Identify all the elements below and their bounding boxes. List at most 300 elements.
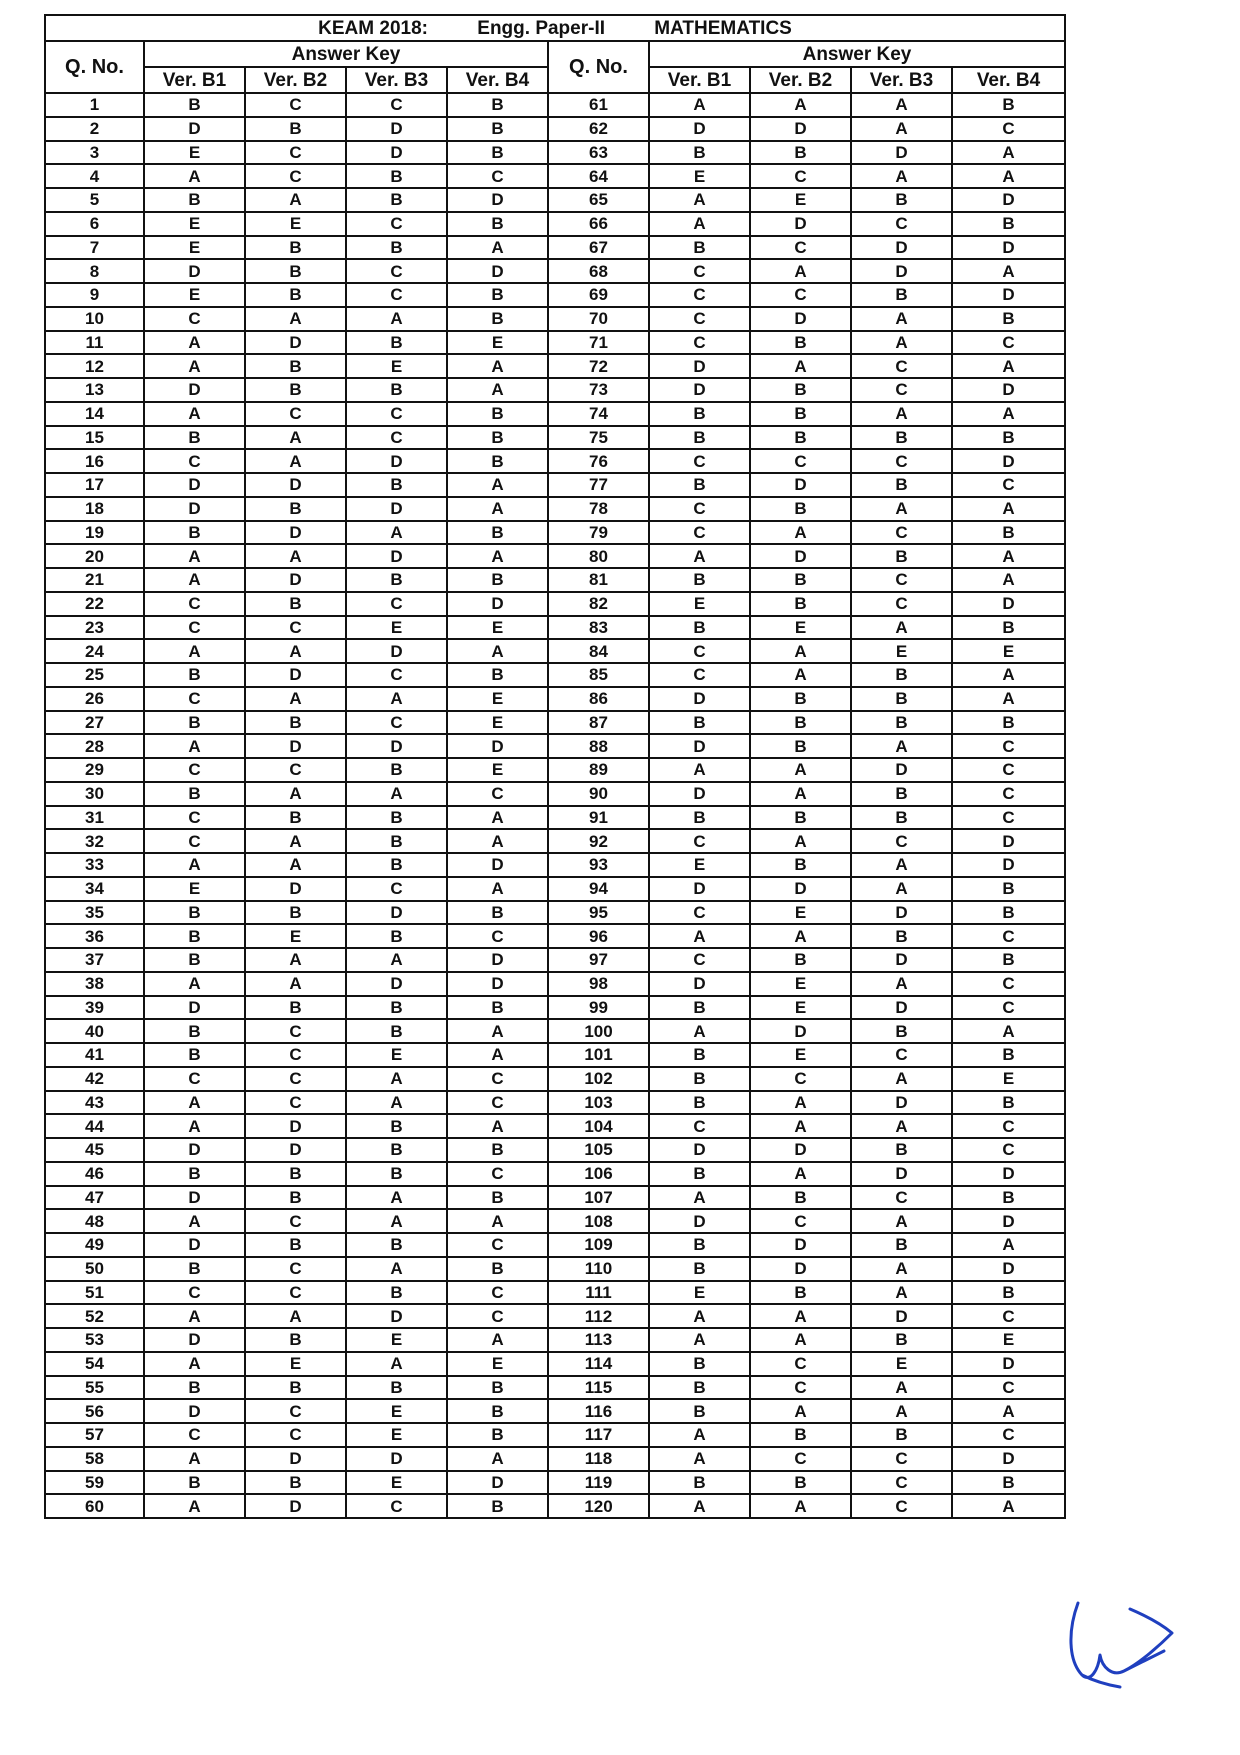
answer-cell: A xyxy=(649,1328,750,1352)
answer-cell: B xyxy=(447,1138,548,1162)
answer-cell: C xyxy=(447,1233,548,1257)
answer-cell: A xyxy=(750,354,851,378)
answer-cell: A xyxy=(750,758,851,782)
question-number: 75 xyxy=(548,426,649,450)
answer-cell: B xyxy=(447,901,548,925)
answer-cell: B xyxy=(245,1328,346,1352)
answer-cell: A xyxy=(750,663,851,687)
answer-cell: C xyxy=(346,663,447,687)
answer-cell: E xyxy=(447,687,548,711)
table-row xyxy=(45,1494,1065,1518)
table-row xyxy=(45,1091,1065,1115)
table-row xyxy=(45,1281,1065,1305)
question-number: 97 xyxy=(548,948,649,972)
question-number: 93 xyxy=(548,853,649,877)
answer-cell: A xyxy=(750,1304,851,1328)
answer-cell: B xyxy=(851,1138,952,1162)
question-number: 84 xyxy=(548,639,649,663)
question-number: 76 xyxy=(548,449,649,473)
answer-cell: B xyxy=(245,1233,346,1257)
answer-cell: A xyxy=(952,544,1065,568)
table-row xyxy=(45,354,1065,378)
answer-cell: C xyxy=(346,592,447,616)
answer-cell: B xyxy=(245,592,346,616)
answer-cell: B xyxy=(144,1376,245,1400)
answer-cell: B xyxy=(144,1257,245,1281)
answer-cell: B xyxy=(952,1091,1065,1115)
question-number: 54 xyxy=(45,1352,144,1376)
answer-cell: D xyxy=(245,663,346,687)
question-number: 11 xyxy=(45,331,144,355)
page-title xyxy=(45,15,1065,41)
answer-cell: B xyxy=(851,806,952,830)
answer-cell: D xyxy=(447,972,548,996)
answer-cell: B xyxy=(952,212,1065,236)
answer-cell: D xyxy=(346,1447,447,1471)
answer-cell: B xyxy=(447,402,548,426)
question-number: 50 xyxy=(45,1257,144,1281)
question-number: 87 xyxy=(548,711,649,735)
question-number: 108 xyxy=(548,1209,649,1233)
table-row xyxy=(45,1304,1065,1328)
answer-cell: B xyxy=(346,1281,447,1305)
question-number: 88 xyxy=(548,734,649,758)
answer-cell: D xyxy=(144,1138,245,1162)
answer-cell: B xyxy=(750,592,851,616)
question-number: 116 xyxy=(548,1399,649,1423)
answer-cell: C xyxy=(952,473,1065,497)
answer-cell: A xyxy=(851,402,952,426)
answer-cell: D xyxy=(750,212,851,236)
answer-cell: A xyxy=(144,1352,245,1376)
table-row xyxy=(45,1471,1065,1495)
answer-cell: B xyxy=(144,1471,245,1495)
answer-cell: B xyxy=(346,1233,447,1257)
answer-cell: A xyxy=(346,521,447,545)
qno-header-left: Q. No. xyxy=(45,41,144,93)
answer-cell: B xyxy=(245,117,346,141)
answer-cell: B xyxy=(447,426,548,450)
answer-cell: B xyxy=(346,996,447,1020)
table-row xyxy=(45,1043,1065,1067)
answer-cell: D xyxy=(952,449,1065,473)
table-row xyxy=(45,426,1065,450)
answer-cell: B xyxy=(952,948,1065,972)
table-row xyxy=(45,212,1065,236)
answer-cell: A xyxy=(144,639,245,663)
answer-cell: E xyxy=(447,331,548,355)
answer-cell: A xyxy=(245,544,346,568)
answer-cell: B xyxy=(144,188,245,212)
answer-cell: C xyxy=(245,1423,346,1447)
answer-cell: B xyxy=(245,901,346,925)
answer-cell: D xyxy=(245,1447,346,1471)
answer-cell: A xyxy=(851,1114,952,1138)
answer-cell: D xyxy=(649,354,750,378)
answer-cell: A xyxy=(952,1399,1065,1423)
version-header: Ver. B4 xyxy=(447,67,548,93)
answer-cell: B xyxy=(447,996,548,1020)
answer-cell: B xyxy=(952,1186,1065,1210)
answer-cell: D xyxy=(346,1304,447,1328)
question-number: 27 xyxy=(45,711,144,735)
answer-cell: C xyxy=(245,1019,346,1043)
answer-cell: E xyxy=(346,616,447,640)
answer-cell: C xyxy=(447,1162,548,1186)
answer-cell: B xyxy=(346,568,447,592)
question-number: 29 xyxy=(45,758,144,782)
answer-cell: D xyxy=(245,521,346,545)
question-number: 118 xyxy=(548,1447,649,1471)
answer-cell: C xyxy=(851,1043,952,1067)
answer-cell: B xyxy=(245,497,346,521)
question-number: 86 xyxy=(548,687,649,711)
question-number: 60 xyxy=(45,1494,144,1518)
question-number: 55 xyxy=(45,1376,144,1400)
answer-cell: A xyxy=(447,639,548,663)
answer-cell: A xyxy=(750,639,851,663)
answer-cell: D xyxy=(144,1233,245,1257)
question-number: 43 xyxy=(45,1091,144,1115)
answer-cell: B xyxy=(346,164,447,188)
answer-cell: C xyxy=(245,1209,346,1233)
answer-cell: D xyxy=(447,259,548,283)
answer-cell: B xyxy=(346,806,447,830)
question-number: 39 xyxy=(45,996,144,1020)
answer-cell: D xyxy=(346,117,447,141)
answer-cell: A xyxy=(346,1209,447,1233)
answer-cell: C xyxy=(649,829,750,853)
answer-cell: D xyxy=(144,1186,245,1210)
answer-cell: B xyxy=(851,663,952,687)
answer-cell: A xyxy=(245,1304,346,1328)
paper-name: Engg. Paper-II xyxy=(477,17,606,39)
answer-cell: C xyxy=(346,711,447,735)
question-number: 6 xyxy=(45,212,144,236)
answer-cell: D xyxy=(851,1091,952,1115)
answer-cell: D xyxy=(447,948,548,972)
answer-key-sheet xyxy=(44,14,1064,1519)
answer-cell: C xyxy=(144,758,245,782)
answer-cell: A xyxy=(245,782,346,806)
answer-cell: C xyxy=(144,616,245,640)
answer-cell: A xyxy=(851,331,952,355)
answer-cell: A xyxy=(952,687,1065,711)
answer-cell: B xyxy=(851,711,952,735)
table-row xyxy=(45,616,1065,640)
header-row-1 xyxy=(45,41,1065,67)
answer-cell: B xyxy=(346,1376,447,1400)
answer-cell: C xyxy=(952,331,1065,355)
answer-cell: E xyxy=(245,1352,346,1376)
table-row xyxy=(45,164,1065,188)
answer-cell: C xyxy=(851,1447,952,1471)
question-number: 70 xyxy=(548,307,649,331)
answer-cell: A xyxy=(447,497,548,521)
question-number: 66 xyxy=(548,212,649,236)
answer-cell: C xyxy=(346,877,447,901)
answer-cell: A xyxy=(952,354,1065,378)
question-number: 2 xyxy=(45,117,144,141)
question-number: 107 xyxy=(548,1186,649,1210)
answer-cell: A xyxy=(447,1114,548,1138)
table-row xyxy=(45,782,1065,806)
answer-cell: C xyxy=(144,687,245,711)
answer-cell: D xyxy=(851,236,952,260)
answer-cell: B xyxy=(750,331,851,355)
question-number: 68 xyxy=(548,259,649,283)
answer-cell: A xyxy=(851,307,952,331)
question-number: 114 xyxy=(548,1352,649,1376)
answer-cell: B xyxy=(649,711,750,735)
answer-cell: D xyxy=(750,307,851,331)
answer-cell: C xyxy=(144,449,245,473)
answer-key-table xyxy=(44,14,1066,1519)
answer-cell: E xyxy=(346,1399,447,1423)
answer-cell: B xyxy=(952,1471,1065,1495)
table-row xyxy=(45,259,1065,283)
answer-cell: B xyxy=(952,711,1065,735)
answer-cell: E xyxy=(144,283,245,307)
answer-cell: D xyxy=(851,996,952,1020)
table-row xyxy=(45,877,1065,901)
answer-cell: B xyxy=(144,711,245,735)
question-number: 35 xyxy=(45,901,144,925)
answer-cell: B xyxy=(346,1162,447,1186)
question-number: 7 xyxy=(45,236,144,260)
question-number: 82 xyxy=(548,592,649,616)
answer-cell: C xyxy=(851,1494,952,1518)
answer-cell: D xyxy=(851,758,952,782)
answer-cell: A xyxy=(144,1447,245,1471)
answer-cell: A xyxy=(447,473,548,497)
answer-cell: A xyxy=(851,1399,952,1423)
answer-cell: B xyxy=(245,1471,346,1495)
answer-cell: B xyxy=(346,924,447,948)
answer-cell: D xyxy=(750,1257,851,1281)
answer-cell: B xyxy=(346,758,447,782)
answer-cell: A xyxy=(245,188,346,212)
answer-cell: C xyxy=(245,1281,346,1305)
answer-cell: B xyxy=(750,853,851,877)
answer-cell: C xyxy=(245,1257,346,1281)
answer-cell: C xyxy=(851,354,952,378)
question-number: 64 xyxy=(548,164,649,188)
question-number: 48 xyxy=(45,1209,144,1233)
answer-cell: A xyxy=(245,972,346,996)
answer-cell: C xyxy=(952,1423,1065,1447)
answer-cell: A xyxy=(649,212,750,236)
question-number: 10 xyxy=(45,307,144,331)
answer-cell: B xyxy=(346,1019,447,1043)
answer-cell: D xyxy=(952,236,1065,260)
answer-cell: B xyxy=(144,93,245,117)
question-number: 120 xyxy=(548,1494,649,1518)
question-number: 100 xyxy=(548,1019,649,1043)
question-number: 117 xyxy=(548,1423,649,1447)
answer-cell: B xyxy=(649,1043,750,1067)
answer-cell: C xyxy=(851,1186,952,1210)
table-row xyxy=(45,331,1065,355)
question-number: 38 xyxy=(45,972,144,996)
answer-cell: B xyxy=(144,1043,245,1067)
question-number: 15 xyxy=(45,426,144,450)
answer-cell: E xyxy=(649,164,750,188)
table-row xyxy=(45,972,1065,996)
answer-cell: B xyxy=(750,734,851,758)
answer-cell: C xyxy=(952,972,1065,996)
answer-cell: C xyxy=(649,948,750,972)
answer-cell: A xyxy=(346,1067,447,1091)
answer-cell: D xyxy=(750,1233,851,1257)
version-header: Ver. B2 xyxy=(245,67,346,93)
answer-cell: A xyxy=(245,687,346,711)
question-number: 37 xyxy=(45,948,144,972)
answer-cell: B xyxy=(952,426,1065,450)
question-number: 56 xyxy=(45,1399,144,1423)
answer-cell: C xyxy=(245,1091,346,1115)
question-number: 5 xyxy=(45,188,144,212)
answer-cell: B xyxy=(649,1162,750,1186)
answer-cell: C xyxy=(245,1399,346,1423)
answer-cell: A xyxy=(851,1067,952,1091)
answer-cell: C xyxy=(750,1376,851,1400)
answer-cell: A xyxy=(649,1019,750,1043)
answer-cell: A xyxy=(750,782,851,806)
answer-cell: A xyxy=(750,1162,851,1186)
question-number: 28 xyxy=(45,734,144,758)
answer-cell: C xyxy=(649,307,750,331)
table-row xyxy=(45,924,1065,948)
answer-cell: D xyxy=(952,829,1065,853)
answer-cell: C xyxy=(952,117,1065,141)
answer-cell: A xyxy=(346,1091,447,1115)
answer-cell: A xyxy=(851,1257,952,1281)
answer-cell: B xyxy=(346,378,447,402)
table-row xyxy=(45,473,1065,497)
answer-cell: D xyxy=(346,639,447,663)
question-number: 1 xyxy=(45,93,144,117)
answer-cell: A xyxy=(245,307,346,331)
table-row xyxy=(45,1399,1065,1423)
answer-cell: B xyxy=(346,473,447,497)
answer-cell: C xyxy=(144,1067,245,1091)
table-row xyxy=(45,829,1065,853)
answer-cell: B xyxy=(245,996,346,1020)
answer-cell: B xyxy=(750,1423,851,1447)
answer-cell: C xyxy=(447,164,548,188)
question-number: 106 xyxy=(548,1162,649,1186)
answer-cell: A xyxy=(144,1114,245,1138)
answer-cell: B xyxy=(649,236,750,260)
answer-cell: C xyxy=(750,1067,851,1091)
answer-cell: C xyxy=(245,164,346,188)
question-number: 94 xyxy=(548,877,649,901)
answer-cell: D xyxy=(245,1114,346,1138)
answer-cell: E xyxy=(346,354,447,378)
table-row xyxy=(45,806,1065,830)
question-number: 78 xyxy=(548,497,649,521)
question-number: 23 xyxy=(45,616,144,640)
answer-cell: B xyxy=(750,497,851,521)
answer-cell: E xyxy=(952,1067,1065,1091)
answer-cell: E xyxy=(649,853,750,877)
table-row xyxy=(45,1019,1065,1043)
question-number: 53 xyxy=(45,1328,144,1352)
question-number: 77 xyxy=(548,473,649,497)
answer-cell: B xyxy=(952,307,1065,331)
answer-cell: B xyxy=(952,877,1065,901)
answer-cell: A xyxy=(144,853,245,877)
answer-cell: B xyxy=(447,283,548,307)
answer-cell: D xyxy=(750,1019,851,1043)
answer-cell: C xyxy=(851,378,952,402)
answer-cell: B xyxy=(144,782,245,806)
answer-cell: D xyxy=(245,877,346,901)
answer-cell: D xyxy=(346,497,447,521)
answer-cell: C xyxy=(346,402,447,426)
answer-cell: B xyxy=(346,1138,447,1162)
answer-cell: D xyxy=(346,972,447,996)
answer-cell: C xyxy=(346,212,447,236)
question-number: 26 xyxy=(45,687,144,711)
question-number: 115 xyxy=(548,1376,649,1400)
answer-cell: C xyxy=(245,1067,346,1091)
answer-cell: A xyxy=(750,521,851,545)
table-row xyxy=(45,544,1065,568)
question-number: 16 xyxy=(45,449,144,473)
question-number: 44 xyxy=(45,1114,144,1138)
answer-cell: E xyxy=(245,212,346,236)
answer-cell: B xyxy=(447,93,548,117)
answer-cell: C xyxy=(851,521,952,545)
answer-cell: B xyxy=(750,948,851,972)
answer-cell: B xyxy=(447,1376,548,1400)
answer-cell: A xyxy=(851,1376,952,1400)
subject-name: MATHEMATICS xyxy=(654,17,792,39)
answer-cell: B xyxy=(851,1328,952,1352)
table-row xyxy=(45,1423,1065,1447)
answer-cell: C xyxy=(750,1209,851,1233)
answer-cell: D xyxy=(346,449,447,473)
answer-cell: A xyxy=(952,402,1065,426)
answer-cell: C xyxy=(245,141,346,165)
table-row xyxy=(45,141,1065,165)
question-number: 17 xyxy=(45,473,144,497)
question-number: 102 xyxy=(548,1067,649,1091)
handwritten-signature-icon xyxy=(1060,1575,1180,1695)
answer-cell: E xyxy=(750,901,851,925)
answer-cell: D xyxy=(750,473,851,497)
question-number: 65 xyxy=(548,188,649,212)
answer-cell: B xyxy=(447,1494,548,1518)
question-number: 31 xyxy=(45,806,144,830)
question-number: 85 xyxy=(548,663,649,687)
table-row xyxy=(45,378,1065,402)
answer-cell: A xyxy=(750,924,851,948)
answer-key-header-left: Answer Key xyxy=(144,41,548,67)
answer-cell: B xyxy=(649,568,750,592)
answer-cell: B xyxy=(144,1019,245,1043)
answer-cell: C xyxy=(952,1304,1065,1328)
table-row xyxy=(45,568,1065,592)
question-number: 21 xyxy=(45,568,144,592)
answer-cell: C xyxy=(447,782,548,806)
answer-cell: D xyxy=(851,141,952,165)
answer-cell: C xyxy=(952,1114,1065,1138)
answer-cell: D xyxy=(346,734,447,758)
answer-cell: C xyxy=(952,806,1065,830)
